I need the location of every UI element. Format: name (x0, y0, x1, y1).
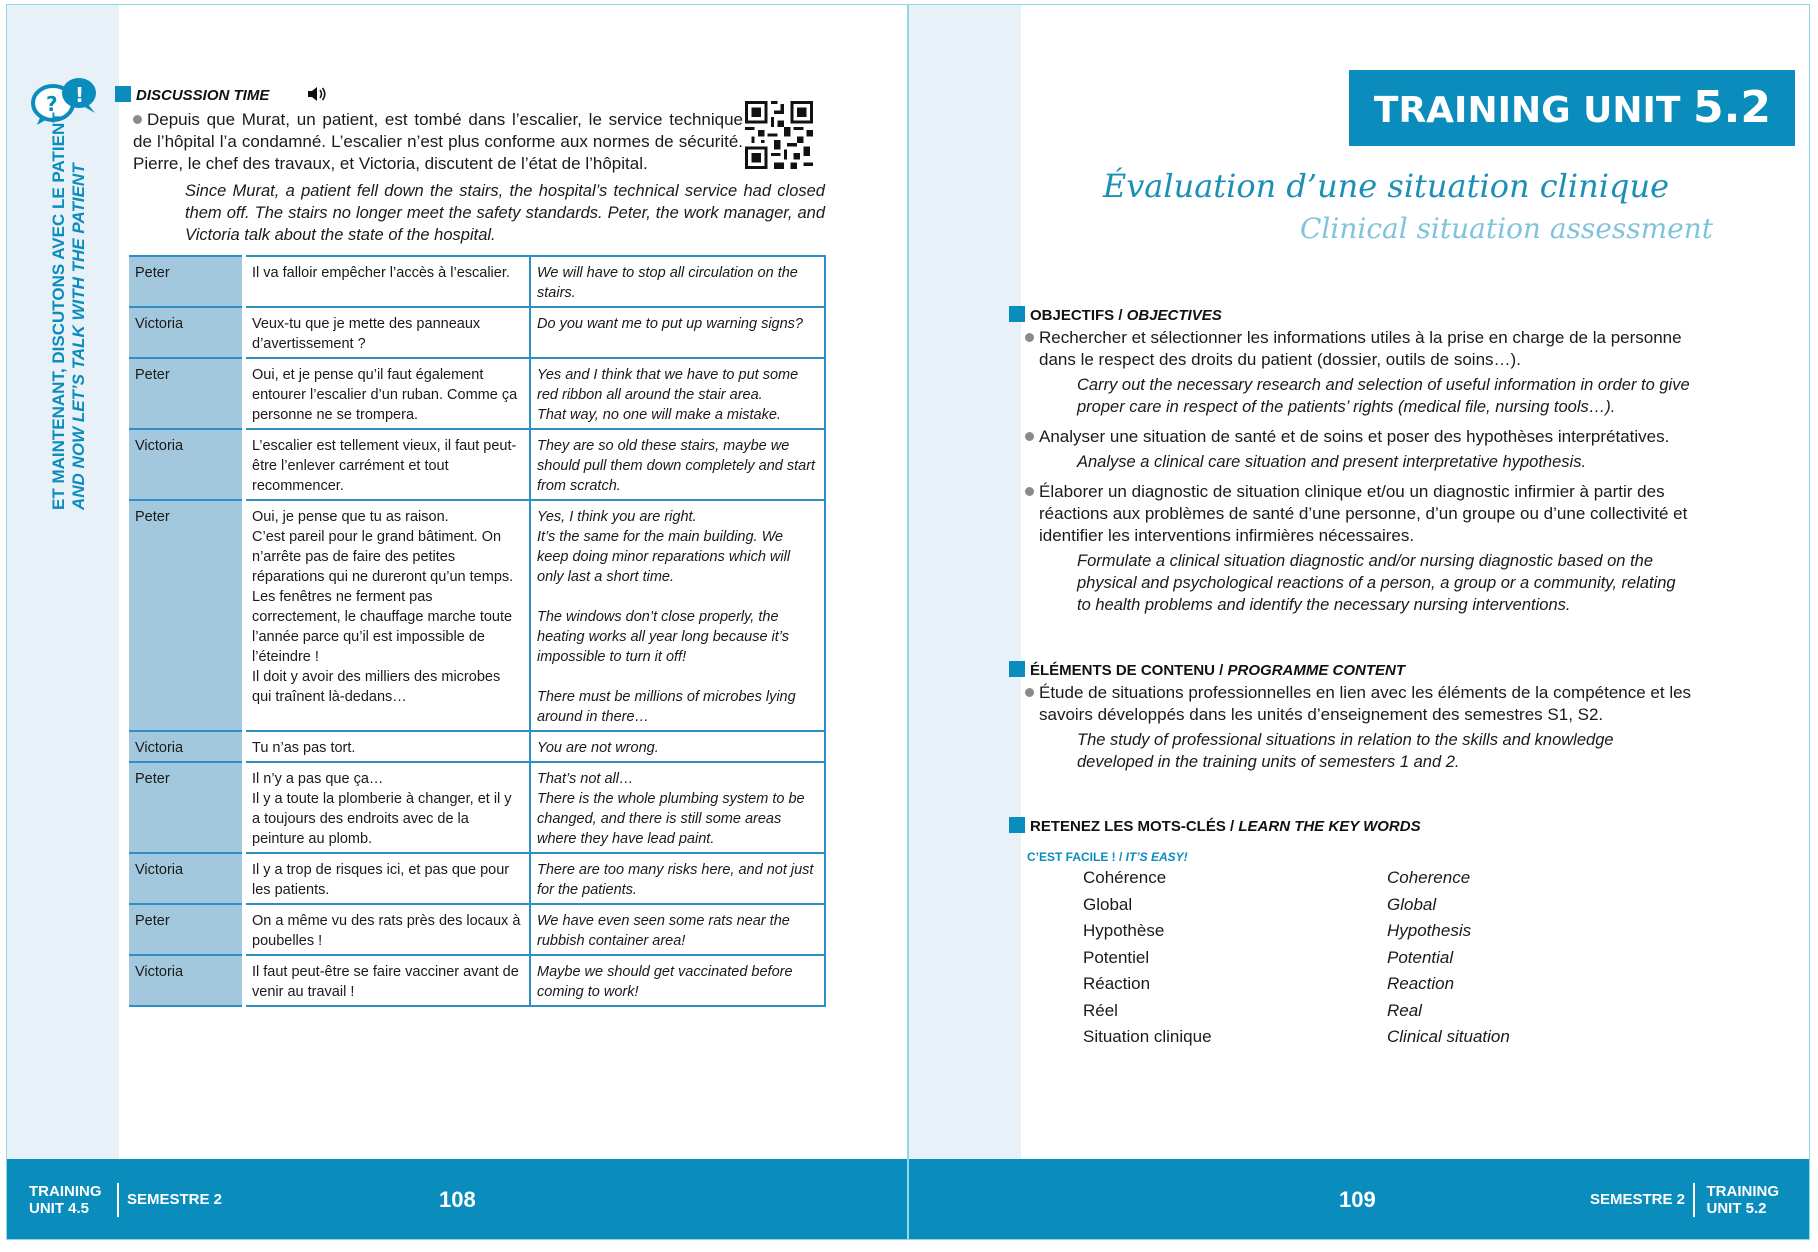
keyword-french: Hypothèse (1083, 921, 1165, 940)
keyword-row (1083, 918, 1643, 945)
side-title (49, 112, 89, 510)
dialogue-row (129, 762, 825, 853)
dialogue-french: Il n’y a pas que ça… Il y a toute la plomberie à changer, et il y a toujours des endroits avec de la peinture au plomb. (244, 762, 530, 853)
keyword-french: Cohérence (1083, 868, 1167, 887)
footer-unit: TRAINING UNIT 5.2 (1706, 1183, 1779, 1217)
title-english: Clinical situation assessment (1300, 212, 1713, 245)
keyword-english: Clinical situation (1387, 1027, 1510, 1046)
objective-item: Élaborer un diagnostic de situation clinique et/ou un diagnostic infirmier à partir des réactions aux problèmes de santé d’une personne, d’un groupe ou d’une collectivité et identifier les interventions infirmières nécessaires. Formulate a clinical situation diagnostic and/or nursing diagnostic based on the physical and psychological reactions of a person, a group or a community, relating to health problems and identify the necessary nursing interventions. (1025, 481, 1693, 616)
dialogue-table (129, 255, 826, 1007)
qr-code[interactable] (745, 101, 813, 169)
dialogue-french: Oui, et je pense qu’il faut également entourer l’escalier d’un ruban. Comme ça personne ne se trompera. (244, 358, 530, 429)
section-marker (1009, 661, 1025, 677)
dialogue-english: There are too many risks here, and not just for the patients. (530, 853, 825, 904)
dialogue-speaker: Victoria (129, 429, 244, 500)
right-page (908, 4, 1810, 1240)
dialogue-speaker: Victoria (129, 853, 244, 904)
dialogue-row (129, 256, 825, 307)
right-footer (909, 1159, 1809, 1239)
dialogue-english: We will have to stop all circulation on the stairs. (530, 256, 825, 307)
keyword-french: Réaction (1083, 974, 1151, 993)
dialogue-row (129, 358, 825, 429)
dialogue-speaker: Victoria (129, 307, 244, 358)
dialogue-speaker: Victoria (129, 955, 244, 1006)
section-marker (1009, 817, 1025, 833)
dialogue-french: Veux-tu que je mette des panneaux d’avertissement ? (244, 307, 530, 358)
objective-item: Analyser une situation de santé et de soins et poser des hypothèses interprétatives. Analyse a clinical care situation and present interpretative hypothesis. (1025, 426, 1693, 473)
keyword-english: Hypothesis (1387, 921, 1472, 940)
keyword-row (1083, 865, 1643, 892)
footer-separator (1693, 1183, 1695, 1217)
dialogue-french: Oui, je pense que tu as raison. C’est pareil pour le grand bâtiment. On n’arrête pas de faire des petites réparations qui ne dureront qu’un temps. Les fenêtres ne ferment pas correctement, le chauffage marche toute l’année parce qu’il est impossible de l’éteindre ! Il doit y avoir des milliers des microbes qui traînent là-dedans… (244, 500, 530, 731)
left-page (6, 4, 908, 1240)
dialogue-english: Do you want me to put up warning signs? (530, 307, 825, 358)
dialogue-french: Il y a trop de risques ici, et pas que pour les patients. (244, 853, 530, 904)
dialogue-french: Il va falloir empêcher l’accès à l’escalier. (244, 256, 530, 307)
keyword-french: Situation clinique (1083, 1027, 1212, 1046)
objectives-list (1025, 327, 1693, 616)
keyword-english: Global (1387, 894, 1437, 914)
dialogue-french: L’escalier est tellement vieux, il faut peut-être l’enlever carrément et tout recommencer. (244, 429, 530, 500)
dialogue-row (129, 500, 825, 731)
keyword-english: Potential (1387, 947, 1454, 967)
easy-label: C’EST FACILE ! / IT’S EASY! (1027, 850, 1188, 864)
keyword-english: Reaction (1387, 974, 1455, 993)
side-title-en: AND NOW LET’S TALK WITH THE PATIENT (69, 163, 88, 510)
dialogue-speaker: Peter (129, 256, 244, 307)
content-title: ÉLÉMENTS DE CONTENU / PROGRAMME CONTENT (1009, 661, 1405, 679)
dialogue-speaker: Peter (129, 500, 244, 731)
intro-french: Depuis que Murat, un patient, est tombé dans l’escalier, le service technique de l’hôpital l’a condamné. L’escalier n’est plus conforme aux normes de sécurité. Pierre, le chef des travaux, et Victoria, discutent de l’état de l’hôpital. (133, 110, 743, 173)
section-marker (1009, 306, 1025, 322)
keyword-row (1083, 892, 1643, 919)
dialogue-row (129, 307, 825, 358)
bullet-icon (1025, 333, 1034, 342)
discussion-section-title: DISCUSSION TIME (115, 86, 269, 104)
keyword-french: Réel (1083, 1000, 1118, 1020)
dialogue-speaker: Peter (129, 358, 244, 429)
bullet-icon (133, 115, 142, 124)
footer-unit: TRAINING UNIT 4.5 (29, 1183, 102, 1217)
dialogue-english: Maybe we should get vaccinated before coming to work! (530, 955, 825, 1006)
left-footer (7, 1159, 907, 1239)
keywords-list (1083, 865, 1643, 1051)
dialogue-english: Yes, I think you are right. It’s the same for the main building. We keep doing minor reparations which will only last a short time. The windows don’t close properly, the heating works all year long because it’s impossible to turn it off! There must be millions of microbes lying around in there… (530, 500, 825, 731)
dialogue-speaker: Victoria (129, 731, 244, 762)
objectives-title: OBJECTIFS / OBJECTIVES (1009, 306, 1222, 324)
footer-semester: SEMESTRE 2 (127, 1191, 223, 1208)
dialogue-row (129, 904, 825, 955)
dialogue-english: That’s not all… There is the whole plumbing system to be changed, and there is still some areas where they have lead paint. (530, 762, 825, 853)
page-number: 108 (439, 1187, 476, 1212)
dialogue-english: Yes and I think that we have to put some red ribbon all around the stair area. That way, no one will make a mistake. (530, 358, 825, 429)
dialogue-row (129, 853, 825, 904)
keyword-row (1083, 998, 1643, 1025)
dialogue-speaker: Peter (129, 904, 244, 955)
dialogue-french: Tu n’as pas tort. (244, 731, 530, 762)
bullet-icon (1025, 487, 1034, 496)
speaker-audio-icon[interactable] (307, 85, 327, 103)
dialogue-french: On a même vu des rats près des locaux à poubelles ! (244, 904, 530, 955)
footer-semester: SEMESTRE 2 (1589, 1191, 1685, 1208)
objective-item: Rechercher et sélectionner les informations utiles à la prise en charge de la personne dans le respect des droits du patient (dossier, outils de soins…). Carry out the necessary research and selection of useful information in order to give proper care in respect of the patients’ rights (medical file, nursing tools…). (1025, 327, 1693, 418)
keyword-english: Coherence (1387, 868, 1471, 887)
dialogue-english: We have even seen some rats near the rubbish container area! (530, 904, 825, 955)
keyword-row (1083, 945, 1643, 972)
dialogue-speaker: Peter (129, 762, 244, 853)
dialogue-english: You are not wrong. (530, 731, 825, 762)
banner-number: 5.2 (1693, 82, 1771, 133)
banner-prefix: TRAINING UNIT (1373, 90, 1681, 131)
section-marker (115, 86, 131, 102)
unit-banner (1349, 70, 1795, 146)
intro-english: Since Murat, a patient fell down the stairs, the hospital’s technical service had closed them off. The stairs no longer meet the safety standards. Peter, the work manager, and Victoria talk about the state of the hospital. (185, 182, 825, 244)
side-title-fr: ET MAINTENANT, DISCUTONS AVEC LE PATIENT (49, 112, 68, 510)
svg-text:!: ! (75, 83, 85, 107)
dialogue-row (129, 955, 825, 1006)
dialogue-english: They are so old these stairs, maybe we should pull them down completely and start from scratch. (530, 429, 825, 500)
keyword-english: Real (1387, 1000, 1422, 1020)
keyword-french: Global (1083, 894, 1133, 914)
svg-text:?: ? (46, 92, 58, 116)
right-side-band (909, 5, 1021, 1161)
keyword-row (1083, 971, 1643, 998)
dialogue-row (129, 429, 825, 500)
dialogue-french: Il faut peut-être se faire vacciner avant de venir au travail ! (244, 955, 530, 1006)
keywords-title: RETENEZ LES MOTS-CLÉS / LEARN THE KEY WORDS (1009, 817, 1421, 835)
footer-separator (117, 1183, 119, 1217)
bullet-icon (1025, 688, 1034, 697)
dialogue-row (129, 731, 825, 762)
content-block: Étude de situations professionnelles en lien avec les éléments de la compétence et les savoirs développés dans les unités d’enseignement des semestres S1, S2. The study of professional situations in relation to the skills and knowledge developed in the training units of semesters 1 and 2. (1025, 682, 1693, 773)
page-number: 109 (1339, 1187, 1376, 1212)
keyword-row (1083, 1024, 1643, 1051)
bullet-icon (1025, 432, 1034, 441)
title-french: Évaluation d’une situation clinique (1102, 167, 1669, 205)
keyword-french: Potentiel (1083, 947, 1150, 967)
